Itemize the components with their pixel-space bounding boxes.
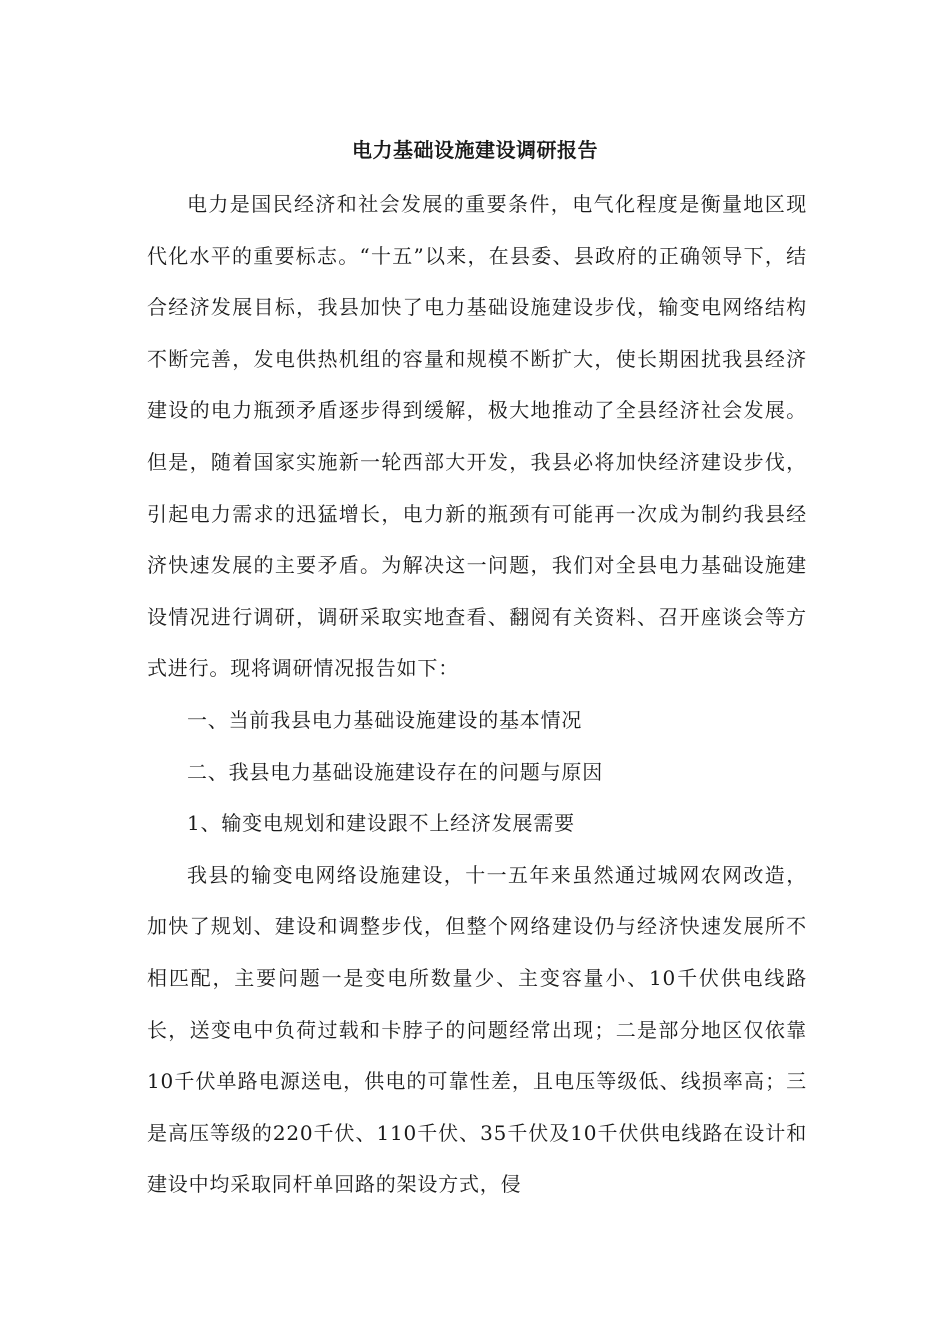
intro-paragraph: 电力是国民经济和社会发展的重要条件，电气化程度是衡量地区现代化水平的重要标志。“十五”以来，在县委、县政府的正确领导下，结合经济发展目标，我县加快了电力基础设施建设步伐，输变电网络结构不断完善，发电供热机组的容量和规模不断扩大，使长期困扰我县经济建设的电力瓶颈矛盾逐步得到缓解，极大地推动了全县经济社会发展。但是，随着国家实施新一轮西部大开发，我县必将加快经济建设步伐，引起电力需求的迅猛增长，电力新的瓶颈有可能再一次成为制约我县经济快速发展的主要矛盾。为解决这一问题，我们对全县电力基础设施建设情况进行调研，调研采取实地查看、翻阅有关资料、召开座谈会等方式进行。现将调研情况报告如下：: [147, 192, 807, 681]
section-1-heading: 一、当前我县电力基础设施建设的基本情况: [187, 707, 583, 732]
document-body: [147, 179, 807, 1211]
section-2-heading: 二、我县电力基础设施建设存在的问题与原因: [187, 759, 603, 784]
subsection-1-paragraph: 我县的输变电网络设施建设，十一五年来虽然通过城网农网改造，加快了规划、建设和调整步伐，但整个网络建设仍与经济快速发展所不相匹配，主要问题一是变电所数量少、主变容量小、10千伏供电线路长，送变电中负荷过载和卡脖子的问题经常出现；二是部分地区仅依靠10千伏单路电源送电，供电的可靠性差，且电压等级低、线损率高；三是高压等级的220千伏、110千伏、35千伏及10千伏供电线路在设计和建设中均采取同杆单回路的架设方式，侵: [147, 862, 807, 1197]
subsection-1-heading: 1、输变电规划和建设跟不上经济发展需要: [187, 811, 575, 836]
document-title: 电力基础设施建设调研报告: [352, 138, 598, 162]
